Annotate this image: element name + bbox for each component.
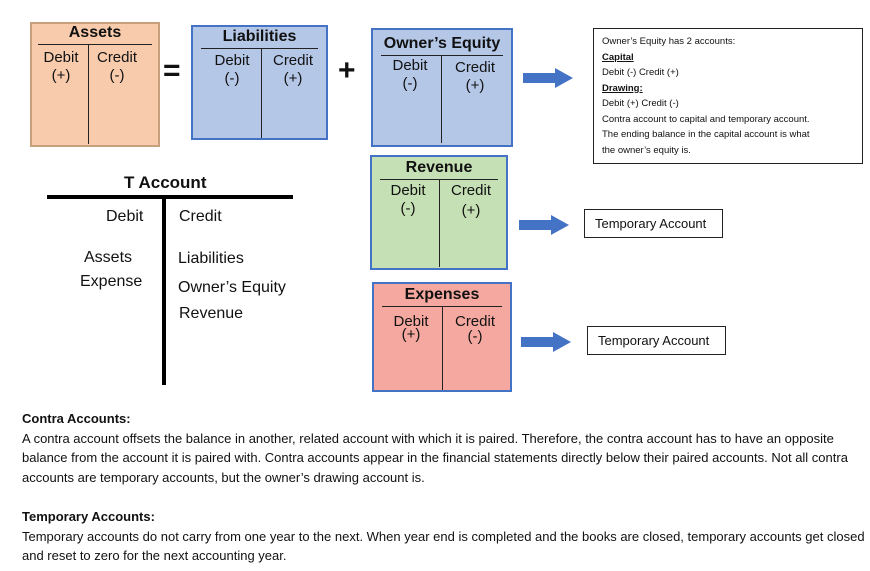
expenses-credit-sign: (-) (467, 328, 483, 345)
assets-title: Assets (68, 24, 122, 41)
expenses-debit-label: Debit (393, 313, 429, 330)
t-account-title: T Account (124, 173, 207, 192)
expenses-debit-sign: (+) (401, 326, 421, 343)
expenses-arrow-icon (521, 332, 571, 352)
contra-accounts-body: A contra account offsets the balance in another, related account with which it is paired. Therefore, the contra account has to have an opposite balance from the account it is paired with. Contra accounts appear in the financial statements directly below their paired accounts. Not all contra accounts are temporary accounts, but the owner’s drawing account is. (22, 430, 848, 485)
revenue-temporary-label: Temporary Account (584, 209, 723, 238)
note-contra-line: Contra account to capital and temporary account. (602, 113, 810, 125)
note-line-accounts: Owner’s Equity has 2 accounts: (602, 36, 736, 47)
liabilities-debit-sign: (-) (224, 70, 240, 87)
assets-debit-label: Debit (43, 49, 79, 66)
owners-equity-account-box (371, 28, 513, 147)
owners-equity-note (593, 28, 863, 164)
note-capital-rule: Debit (-) Credit (+) (602, 67, 679, 78)
t-account-credit-item-liabilities: Liabilities (178, 250, 244, 267)
t-account-credit-header: Credit (179, 208, 222, 225)
revenue-debit-sign: (-) (400, 200, 416, 217)
contra-accounts-heading: Contra Accounts: (22, 411, 131, 426)
owners-equity-t-bar (381, 55, 503, 56)
t-account-debit-item-expense: Expense (80, 273, 143, 290)
t-account-debit-item-assets: Assets (84, 249, 133, 266)
revenue-arrow-icon (519, 215, 569, 235)
t-account-stem (162, 195, 166, 385)
note-ending-line: The ending balance in the capital account is what (602, 129, 810, 140)
revenue-credit-label: Credit (450, 182, 491, 199)
owners-equity-title: Owner’s Equity (383, 35, 501, 52)
note-equity-line: the owner’s equity is. (602, 144, 691, 156)
assets-credit-label: Credit (96, 49, 137, 66)
revenue-title: Revenue (405, 159, 473, 176)
revenue-account-box (370, 155, 508, 270)
t-account-diagram (0, 0, 300, 390)
expenses-account-box (372, 282, 512, 392)
owners-equity-debit-label: Debit (392, 57, 428, 74)
owners-equity-debit-sign: (-) (402, 75, 418, 92)
temporary-accounts-section (22, 507, 868, 566)
liabilities-title: Liabilities (222, 28, 297, 45)
note-drawing-heading: Drawing: (602, 82, 643, 94)
liabilities-credit-sign: (+) (283, 70, 303, 87)
liabilities-debit-label: Debit (214, 52, 250, 69)
owners-equity-credit-label: Credit (454, 59, 495, 76)
note-drawing-rule: Debit (+) Credit (-) (602, 98, 679, 109)
t-account-credit-item-revenue: Revenue (179, 305, 244, 322)
revenue-credit-sign: (+) (461, 202, 481, 219)
owners-equity-arrow-icon (523, 68, 573, 88)
temporary-accounts-heading: Temporary Accounts: (22, 509, 155, 524)
equals-sign: = (163, 54, 181, 87)
expenses-t-stem (442, 306, 443, 390)
owners-equity-t-stem (441, 55, 442, 143)
plus-sign: + (338, 54, 356, 87)
owners-equity-credit-sign: (+) (465, 77, 485, 94)
temporary-accounts-body: Temporary accounts do not carry from one year to the next. When year end is completed and the books are closed, temporary accounts get closed and reset to zero for the next accounting year. (22, 528, 865, 563)
expenses-credit-label: Credit (454, 313, 495, 330)
liabilities-credit-label: Credit (272, 52, 313, 69)
assets-credit-sign: (-) (109, 67, 125, 84)
note-capital-heading: Capital (602, 51, 634, 63)
revenue-debit-label: Debit (390, 182, 426, 199)
expenses-title: Expenses (404, 286, 480, 303)
t-account-bar (47, 195, 293, 199)
expenses-temporary-label: Temporary Account (587, 326, 726, 355)
assets-debit-sign: (+) (51, 67, 71, 84)
contra-accounts-section (22, 409, 868, 487)
t-account-credit-item-owners-equity: Owner’s Equity (178, 279, 286, 296)
t-account-debit-header: Debit (106, 208, 144, 225)
revenue-t-stem (439, 179, 440, 267)
